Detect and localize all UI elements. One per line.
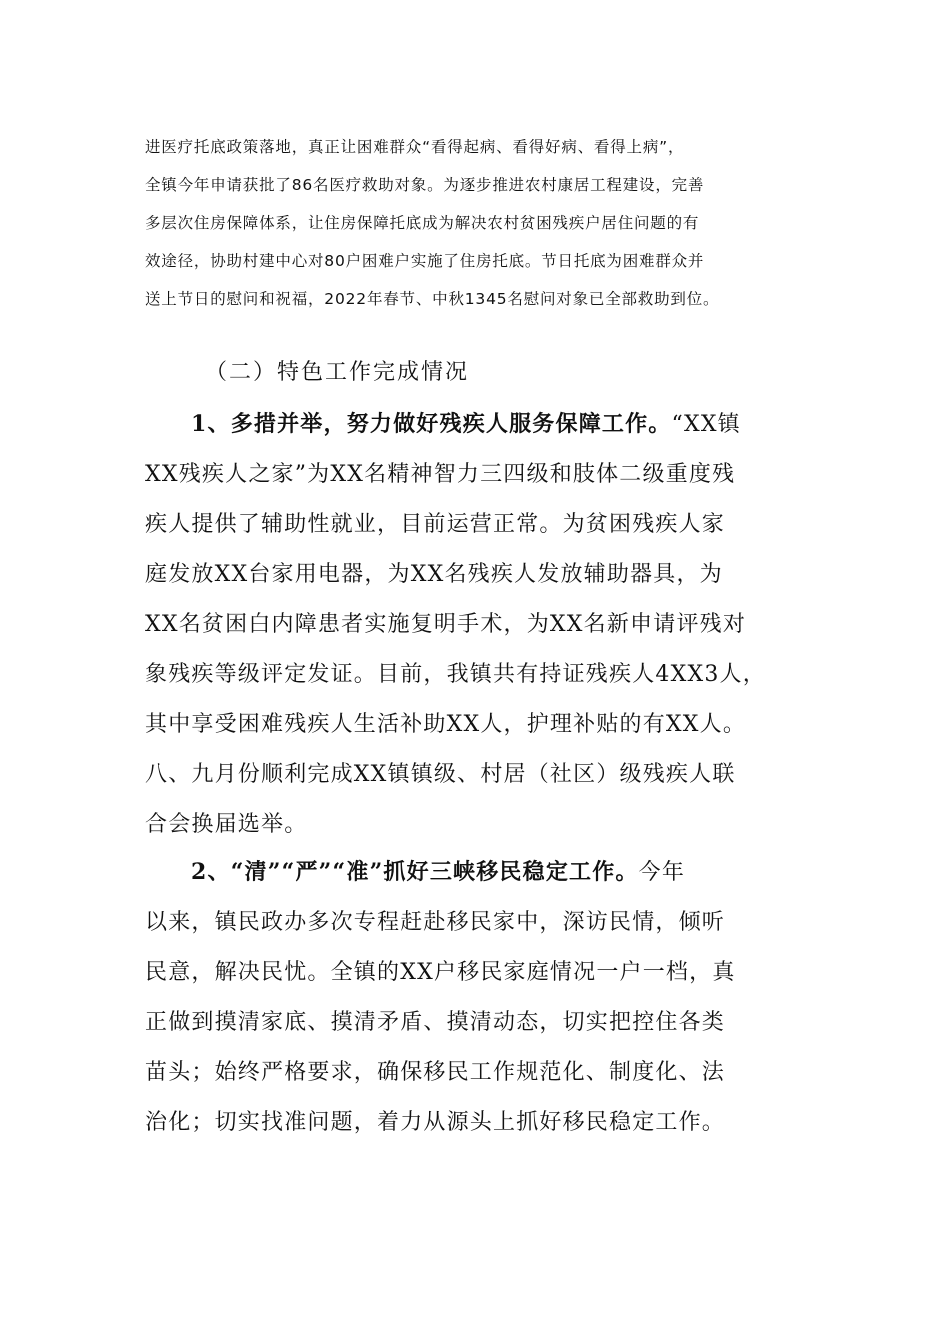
- intro-line: 效途径，协助村建中心对80户困难户实施了住房托底。节日托底为困难群众并: [145, 252, 705, 270]
- paragraph-line: 合会换届选举。: [145, 812, 308, 837]
- item-1-paragraph: [145, 399, 815, 850]
- item-2-title: 2、“清”“严”“准”抓好三峡移民稳定工作。: [191, 859, 639, 885]
- intro-line: 送上节日的慰问和祝福，2022年春节、中秋1345名慰问对象已全部救助到位。: [145, 290, 720, 308]
- paragraph-line: 庭发放XX台家用电器，为XX名残疾人发放辅助器具，为: [145, 562, 723, 587]
- paragraph-line: 治化；切实找准问题，着力从源头上抓好移民稳定工作。: [145, 1110, 726, 1135]
- paragraph-line: XX残疾人之家”为XX名精神智力三四级和肢体二级重度残: [145, 462, 736, 487]
- intro-line: 多层次住房保障体系，让住房保障托底成为解决农村贫困残疾户居住问题的有: [145, 214, 700, 232]
- paragraph-line: 其中享受困难残疾人生活补助XX人，护理补贴的有XX人。: [145, 712, 747, 737]
- paragraph-line: XX名贫困白内障患者实施复明手术，为XX名新申请评残对: [145, 612, 747, 637]
- paragraph-line: 八、九月份顺利完成XX镇镇级、村居（社区）级残疾人联: [145, 762, 736, 787]
- item-2-first-line-rest: 今年: [638, 860, 686, 885]
- intro-line: 进医疗托底政策落地，真正让困难群众“看得起病、看得好病、看得上病”，: [145, 138, 685, 156]
- paragraph-first-line: [145, 847, 815, 898]
- item-1-title: 1、多措并举，努力做好残疾人服务保障工作。: [191, 411, 672, 437]
- paragraph-line: 疾人提供了辅助性就业，目前运营正常。为贫困残疾人家: [145, 512, 726, 537]
- intro-line: 全镇今年申请获批了86名医疗救助对象。为逐步推进农村康居工程建设，完善: [145, 176, 705, 194]
- item-2-paragraph: [145, 847, 815, 1148]
- paragraph-line: 以来，镇民政办多次专程赶赴移民家中，深访民情，倾听: [145, 910, 726, 935]
- paragraph-first-line: [145, 399, 815, 450]
- intro-paragraph: [145, 128, 805, 318]
- item-1-first-line-rest: “XX镇: [671, 412, 741, 437]
- section-heading: （二）特色工作完成情况: [205, 360, 470, 385]
- paragraph-line: 象残疾等级评定发证。目前，我镇共有持证残疾人4XX3人，: [145, 662, 766, 687]
- paragraph-line: 民意，解决民忧。全镇的XX户移民家庭情况一户一档，真: [145, 960, 736, 985]
- paragraph-line: 正做到摸清家底、摸清矛盾、摸清动态，切实把控住各类: [145, 1010, 726, 1035]
- paragraph-line: 苗头；始终严格要求，确保移民工作规范化、制度化、法: [145, 1060, 726, 1085]
